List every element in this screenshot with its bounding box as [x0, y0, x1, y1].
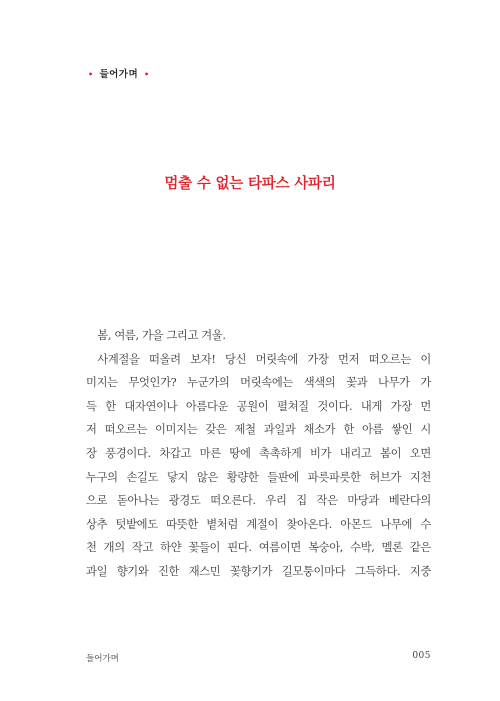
paragraph-2-line-8: 상추 텃밭에도 따뜻한 볕처럼 계절이 찾아온다. 아몬드 나무에 수: [86, 517, 431, 531]
paragraph-2-line-3: 득 한 대자연이나 아름다운 공원이 펼쳐질 것이다. 내게 가장 먼: [86, 399, 431, 413]
paragraph-2-line-6: 누구의 손길도 닿지 않은 황량한 들판에 파릇파릇한 허브가 지천: [86, 470, 431, 484]
bullet-right: •: [143, 70, 150, 79]
section-label: [86, 66, 152, 80]
section-label-text: 들어가며: [99, 69, 139, 80]
paragraph-1: 봄, 여름, 가을 그리고 겨울.: [97, 329, 226, 342]
paragraph-2-line-1: 사계절을 떠올려 보자! 당신 머릿속에 가장 먼저 떠오르는 이: [97, 352, 431, 366]
paragraph-2-line-9: 천 개의 작고 하얀 꽃들이 핀다. 여름이면 복숭아, 수박, 멜론 같은: [86, 541, 431, 555]
running-title: 들어가며: [86, 654, 119, 664]
paragraph-2-line-10: 과일 향기와 진한 재스민 꽃향기가 길모퉁이마다 그득하다. 지중: [86, 564, 431, 578]
paragraph-2-line-4: 저 떠오르는 이미지는 갖은 제철 과일과 채소가 한 아름 쌓인 시: [86, 423, 431, 437]
bullet-left: •: [88, 70, 94, 79]
body-text: [86, 324, 431, 584]
chapter-title: 멈출 수 없는 타파스 사파리: [164, 176, 336, 192]
paragraph-2-line-7: 으로 돋아나는 광경도 떠오른다. 우리 집 작은 마당과 베란다의: [86, 494, 431, 508]
paragraph-2-line-5: 장 풍경이다. 차갑고 마른 땅에 촉촉하게 비가 내리고 봄이 오면: [86, 446, 431, 460]
paragraph-2-line-2: 미지는 무엇인가? 누군가의 머릿속에는 색색의 꽃과 나무가 가: [86, 376, 431, 390]
page-number: 005: [412, 651, 431, 661]
